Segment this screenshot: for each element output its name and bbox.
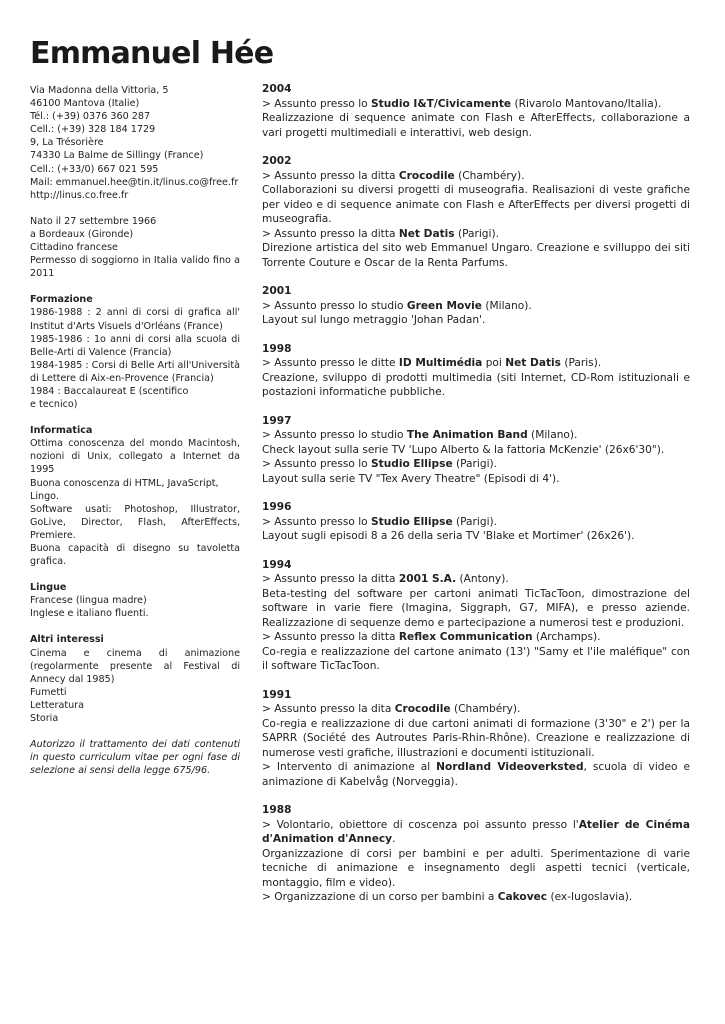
experience-line [262,111,690,140]
experience-year: 1996 [262,501,292,513]
informatica-item: Buona capacità di disegno su tavoletta grafica. [30,543,240,568]
formazione-item: e tecnico) [30,399,78,411]
line-text: (Chambéry). [454,169,525,182]
section-heading: Informatica [30,425,93,437]
line-text: > Assunto presso la dita [262,703,395,715]
company-name: The Animation Band [406,429,528,441]
line-text: Layout sulla serie TV "Tex Avery Theatre" (Episodi di 4'). [262,472,560,485]
lingue-item: Inglese e italiano fluenti. [30,608,149,620]
formazione-item: 1985-1986 : 1o anni di corsi alla scuola di Belle-Arti di Valence (Francia) [30,333,240,358]
experience-entry [262,154,690,270]
company-name: Green Movie [406,299,482,312]
experience-line [262,227,690,242]
experience-year: 2002 [262,155,292,167]
altri-item: Storia [30,713,59,725]
line-text: Realizzazione di sequence animate con Flash e AfterEffects, collaborazione a vari progetti multimediali e interattivi, web design. [262,112,690,139]
privacy-note: Autorizzo il trattamento dei dati contenuti in questo curriculum vitae per ogni fase di selezione ai sensi della legge 675/96. [30,739,240,777]
line-text: > Volontario, obiettore di coscenza poi assunto presso l' [262,818,579,831]
company-name: Net Datis [398,227,455,240]
line-text: > Assunto presso lo [262,515,372,528]
company-name: Crocodile [394,703,451,715]
experience-line [262,241,690,270]
experience-line [262,472,690,487]
altri-item: Fumetti [30,686,67,698]
personal-line: a Bordeaux (Gironde) [30,228,134,240]
informatica-section [30,424,240,568]
contact-line: 9, La Trésorière [30,137,104,149]
line-text: (Milano). [527,429,578,441]
experience-line [262,515,690,530]
lingue-section [30,581,240,620]
experience-entry [262,688,690,790]
line-text: (Rivarolo Mantovano/Italia). [511,97,662,110]
cv-name: Emmanuel Hée [30,36,274,71]
line-text: (ex-Iugoslavia). [547,891,633,903]
company-name: Studio Ellipse [371,515,453,528]
experience-line [262,457,690,472]
experience-line [262,847,690,891]
company-name: Reflex Communication [398,631,533,643]
experience-column [262,82,690,919]
company-name: ID Multimédia [398,357,483,369]
contact-line: http://linus.co.free.fr [30,189,129,201]
line-text: (Parigi). [452,515,498,528]
company-name: Cakovec [497,891,548,903]
line-text: > Assunto presso lo [262,97,372,110]
contact-line: Via Madonna della Vittoria, 5 [30,85,169,96]
personal-line: Permesso di soggiorno in Italia valido fino a 2011 [30,255,240,280]
line-text: > Organizzazione di un corso per bambini a [262,891,498,903]
line-text: , scuola di video e animazione di Kabelvåg (Norveggia). [262,761,691,788]
experience-line [262,717,690,761]
experience-line [262,890,690,905]
experience-year: 1997 [262,414,292,427]
experience-year: 1994 [262,558,292,571]
line-text: Creazione, sviluppo di prodotti multimedia (siti Internet, CD-Rom istituzionali e postazioni informatiche pubbliche. [262,371,690,398]
experience-entry [262,500,690,544]
experience-line [262,760,690,789]
experience-line [262,630,690,645]
company-name: Net Datis [505,357,561,369]
company-name: Nordland Videoverksted [436,761,584,773]
experience-year: 1988 [262,804,292,816]
experience-line [262,428,690,443]
company-name: Studio Ellipse [371,458,453,470]
line-text: Direzione artistica del sito web Emmanuel Ungaro. Creazione e svilluppo dei siti Torrente Couture e Oscar de la Renta Parfums. [262,242,690,269]
contact-line: Cell.: (+33/0) 667 021 595 [30,163,159,175]
personal-line: Nato il 27 settembre 1966 [30,215,157,227]
experience-entry [262,284,690,328]
informatica-item: Software usati: Photoshop, Illustrator, GoLive, Director, Flash, AfterEffects, Premiere. [30,503,240,541]
line-text: > Assunto presso la ditta [262,573,399,585]
line-text: Co-regia e realizzazione del cartone animato (13') "Samy et l'ile maléfique" con il software TicTacToon. [262,645,690,672]
experience-year: 2001 [262,285,292,297]
experience-entry [262,558,690,674]
experience-entry [262,82,690,140]
line-text: (Antony). [456,573,509,585]
company-name: Atelier de Cinéma d'Animation d'Annecy [262,818,690,845]
line-text: > Assunto presso le ditte [262,357,399,369]
altri-item: Cinema e cinema di animazione (regolarmente presente al Festival di Annecy dal 1985) [30,647,240,685]
experience-line [262,371,690,400]
line-text: > Intervento di animazione al [262,761,437,773]
formazione-item: 1984 : Baccalaureat E (scentifico [30,385,189,397]
experience-line [262,356,690,371]
line-text: > Assunto presso lo studio [262,299,407,312]
formazione-section [30,293,240,411]
section-heading: Lingue [30,582,67,594]
contact-line: Cell.: (+39) 328 184 1729 [30,124,156,136]
company-name: Studio I&T/Civicamente [371,97,512,110]
company-name: Crocodile [398,169,455,182]
line-text: Layout sugli episodi 8 a 26 della seria TV 'Blake et Mortimer' (26x26'). [262,530,635,542]
line-text: . [392,833,396,845]
informatica-item: Ottima conoscenza del mondo Macintosh, nozioni di Unix, collegato a Internet da 1995 [30,438,240,476]
experience-entry [262,803,690,905]
line-text: Beta-testing del software per cartoni animati TicTacToon, dimostrazione del software in varie fiere (Imagina, Siggraph, G7, MIFA), e presso aziende. Realizzazione di sequenze demo e partecipazione a numerosi test e produzioni. [262,587,690,629]
line-text: (Chambéry). [450,703,521,715]
line-text: > Assunto presso lo studio [262,429,407,441]
formazione-item: 1986-1988 : 2 anni di corsi di grafica all' Institut d'Arts Visuels d'Orléans (France) [30,307,240,332]
experience-year: 1998 [262,342,292,355]
altri-item: Letteratura [30,699,84,711]
line-text: (Parigi). [452,458,498,470]
contact-block [30,84,240,202]
line-text: Check layout sulla serie TV 'Lupo Alberto & la fattoria McKenzie' (26x6'30"). [262,443,665,456]
line-text: Collaborazioni su diversi progetti di museografia. Realisazioni di veste grafiche per video e di sequence animate con Flash e AfterEffects per diversi progetti di museografia. [262,184,690,225]
line-text: poi [482,357,506,369]
experience-line [262,443,690,458]
line-text: Organizzazione di corsi per bambini e per adulti. Sperimentazione di varie tecniche di animazione e insegnamento degli aspetti tecnici (verticale, montaggio, film e video). [262,847,690,889]
experience-line [262,645,690,674]
experience-line [262,702,690,717]
section-heading: Altri interessi [30,634,104,646]
line-text: > Assunto presso la ditta [262,227,399,240]
altri-interessi-section [30,633,240,725]
line-text: (Archamps). [532,631,601,643]
experience-entry [262,414,690,487]
line-text: > Assunto presso lo [262,458,372,470]
line-text: Layout sul lungo metraggio 'Johan Padan'. [262,314,486,326]
experience-line [262,529,690,544]
personal-line: Cittadino francese [30,242,118,254]
experience-line [262,818,690,847]
experience-line [262,97,690,112]
line-text: (Paris). [560,357,602,369]
experience-line [262,572,690,587]
contact-line: 74330 La Balme de Sillingy (France) [30,150,204,162]
experience-line [262,587,690,631]
experience-year: 2004 [262,83,292,95]
informatica-item: Buona conoscenza di HTML, JavaScript, Lingo. [30,477,219,502]
formazione-item: 1984-1985 : Corsi di Belle Arti all'Università di Lettere di Aix-en-Provence (Francia) [30,359,240,384]
experience-line [262,313,690,328]
experience-year: 1991 [262,688,292,701]
personal-block [30,215,240,280]
experience-entry [262,342,690,400]
experience-line [262,169,690,184]
line-text: > Assunto presso la ditta [262,631,399,643]
contact-line: Tél.: (+39) 0376 360 287 [30,111,151,123]
contact-line: 46100 Mantova (Italie) [30,98,140,110]
experience-line [262,183,690,227]
section-heading: Formazione [30,294,93,306]
left-column [30,84,240,777]
line-text: Co-regia e realizzazione di due cartoni animati di formazione (3'30" e 2') per la SAPRR (Société des Autroutes Paris-Rhin-Rhône). Creazione e realizzazione di numerose vesti grafiche, illustrazioni e documenti istituzionali. [262,717,690,759]
company-name: 2001 S.A. [398,573,457,585]
contact-line: Mail: emmanuel.hee@tin.it/linus.co@free.fr [30,176,239,188]
line-text: (Parigi). [454,227,499,240]
line-text: (Milano). [481,299,532,312]
line-text: > Assunto presso la ditta [262,169,399,182]
experience-line [262,299,690,314]
lingue-item: Francese (lingua madre) [30,595,147,607]
